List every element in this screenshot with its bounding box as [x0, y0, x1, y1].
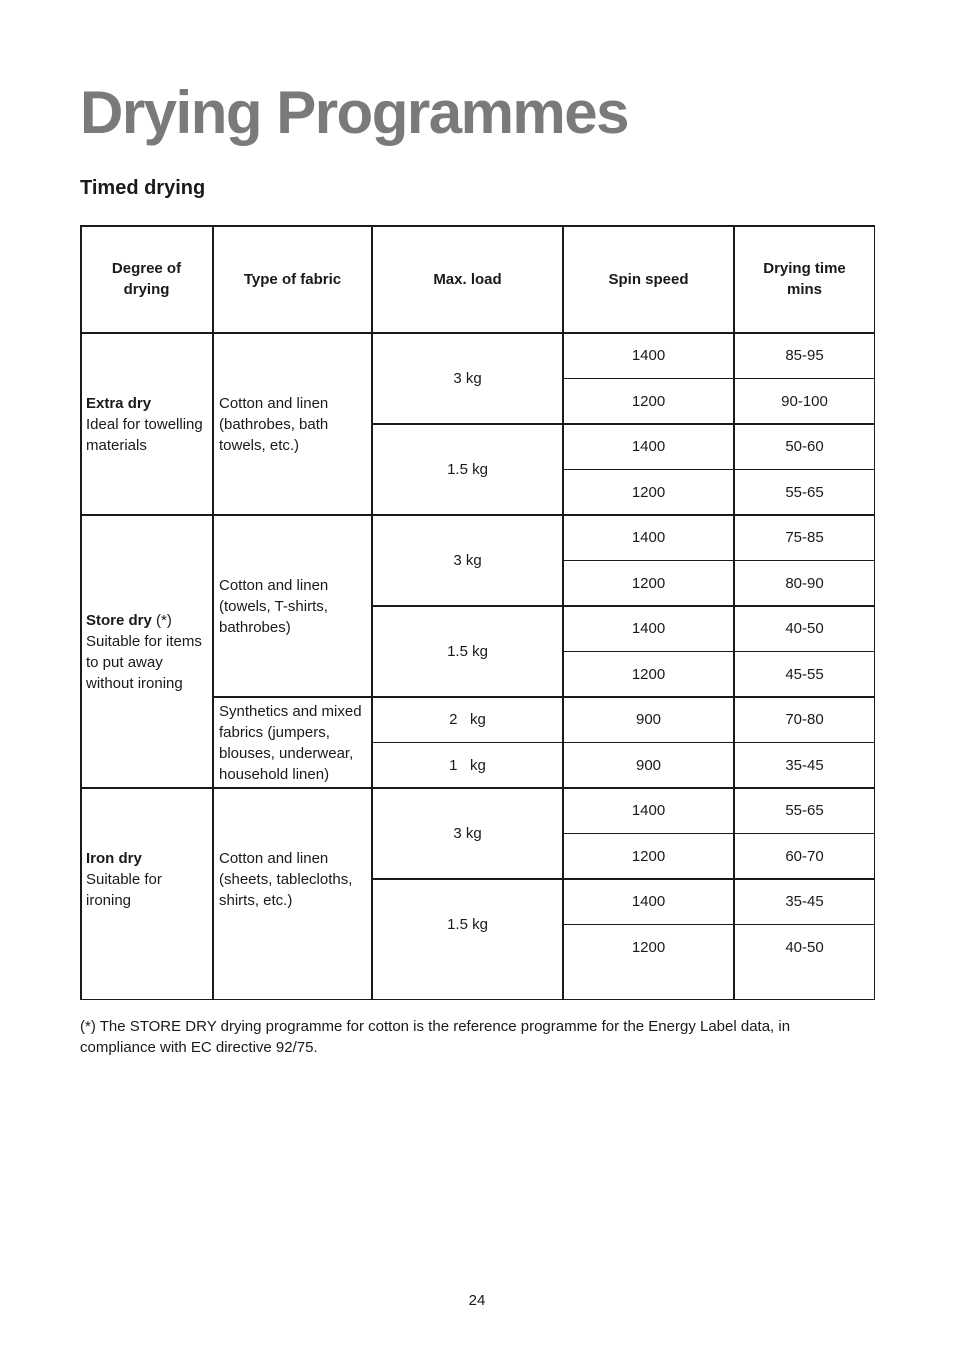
spin-speed-cell: 900 — [635, 711, 662, 729]
degree-description: Suitable for items to put away without ironing — [86, 632, 202, 692]
max-load-cell: 1 kg — [449, 756, 486, 774]
header-time: Drying time mins — [763, 260, 846, 298]
spin-speed-cell: 1400 — [631, 620, 666, 638]
column-divider — [371, 225, 373, 1000]
drying-time-cell: 45-55 — [785, 665, 824, 683]
section-title: Timed drying — [80, 177, 206, 199]
header-degree: Degree of drying — [111, 260, 182, 298]
spin-speed-cell: 1200 — [631, 483, 666, 501]
degree-of-drying-cell — [80, 333, 213, 515]
degree-of-drying-cell — [80, 515, 213, 788]
max-load-cell: 3 kg — [453, 825, 482, 842]
spin-speed-cell: 1400 — [631, 802, 666, 820]
table-border-top — [80, 225, 875, 227]
degree-footnote-marker: (*) — [151, 611, 172, 629]
max-load-cell: 1.5 kg — [447, 916, 488, 933]
spin-speed-cell: 1400 — [631, 347, 666, 365]
drying-time-cell: 35-45 — [785, 893, 824, 911]
page-title: Drying Programmes — [80, 79, 629, 146]
degree-text — [86, 848, 207, 911]
column-divider — [562, 225, 564, 1000]
column-divider — [80, 225, 82, 1000]
spin-speed-cell: 1200 — [631, 574, 666, 592]
degree-label: Extra dry — [86, 394, 152, 412]
spin-speed-cell: 1200 — [631, 665, 666, 683]
spin-speed-cell: 900 — [635, 756, 662, 774]
degree-of-drying-cell — [80, 788, 213, 970]
max-load-cell: 3 kg — [453, 552, 482, 569]
degree-description: Suitable for ironing — [86, 870, 162, 909]
drying-time-cell: 70-80 — [785, 711, 824, 729]
degree-label: Iron dry — [86, 849, 142, 867]
group-divider — [80, 514, 875, 516]
spin-speed-cell: 1400 — [631, 893, 666, 911]
drying-time-cell: 55-65 — [785, 802, 824, 820]
drying-time-cell: 35-45 — [785, 756, 824, 774]
degree-text — [86, 610, 207, 694]
table-border-bottom — [80, 999, 875, 1001]
column-divider — [212, 225, 214, 1000]
spin-speed-cell: 1200 — [631, 847, 666, 865]
drying-time-cell: 80-90 — [785, 574, 824, 592]
header-divider — [80, 332, 875, 334]
group-divider — [80, 787, 875, 789]
fabric-type-cell: Cotton and linen (towels, T-shirts, bathrobes) — [219, 576, 329, 636]
drying-time-cell: 55-65 — [785, 483, 824, 501]
header-load: Max. load — [433, 270, 502, 288]
max-load-cell: 2 kg — [449, 711, 486, 729]
drying-time-cell: 40-50 — [785, 620, 824, 638]
footnote: (*) The STORE DRY drying programme for cotton is the reference programme for the Energy Label data, in compliance with EC directive 92/75. — [80, 1018, 791, 1056]
drying-time-cell: 85-95 — [785, 347, 824, 365]
degree-label: Store dry — [86, 611, 152, 629]
max-load-cell: 1.5 kg — [447, 461, 488, 478]
fabric-type-cell: Cotton and linen (bathrobes, bath towels, etc.) — [219, 394, 329, 454]
degree-text — [86, 393, 207, 456]
max-load-cell: 1.5 kg — [447, 643, 488, 660]
degree-description: Ideal for towelling materials — [86, 415, 203, 454]
drying-time-cell: 50-60 — [785, 438, 824, 456]
page-number: 24 — [468, 1292, 486, 1309]
drying-time-cell: 90-100 — [781, 392, 828, 410]
spin-speed-cell: 1200 — [631, 938, 666, 956]
drying-time-cell: 40-50 — [785, 938, 824, 956]
drying-time-cell: 75-85 — [785, 529, 824, 547]
column-divider — [874, 225, 876, 1000]
drying-programmes-table — [80, 225, 875, 1000]
spin-speed-cell: 1200 — [631, 392, 666, 410]
spin-speed-cell: 1400 — [631, 438, 666, 456]
header-fabric: Type of fabric — [243, 270, 342, 288]
drying-time-cell: 60-70 — [785, 847, 824, 865]
spin-speed-cell: 1400 — [631, 529, 666, 547]
fabric-type-cell: Synthetics and mixed fabrics (jumpers, blouses, underwear, household linen) — [219, 702, 362, 783]
max-load-cell: 3 kg — [453, 370, 482, 387]
column-divider — [733, 225, 735, 1000]
fabric-type-cell: Cotton and linen (sheets, tablecloths, shirts, etc.) — [219, 849, 353, 909]
header-spin: Spin speed — [608, 270, 689, 288]
